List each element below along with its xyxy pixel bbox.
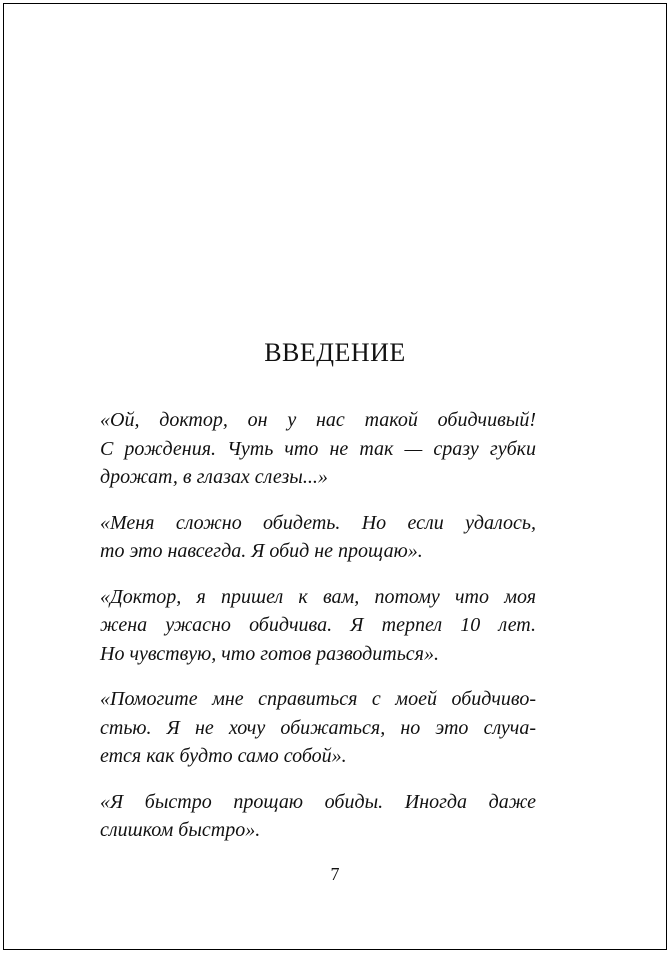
chapter-title: ВВЕДЕНИЕ <box>264 338 406 367</box>
text-line: дрожат, в глазах слезы...» <box>100 466 328 488</box>
page-number: 7 <box>330 864 340 884</box>
text-line: жена ужасно обидчива. Я терпел 10 лет. <box>100 614 536 636</box>
text-line: ется как будто само собой». <box>100 745 347 767</box>
quote-paragraph <box>100 583 536 669</box>
quote-paragraph <box>100 685 536 771</box>
text-line: Но чувствую, что готов разводиться». <box>100 642 439 665</box>
text-line: «Я быстро прощаю обиды. Иногда даже <box>100 790 536 813</box>
quote-paragraph <box>100 509 536 566</box>
text-line: «Меня сложно обидеть. Но если удалось, <box>100 511 536 534</box>
quote-paragraph <box>100 788 536 845</box>
text-line: «Ой, доктор, он у нас такой обидчивый! <box>100 409 536 431</box>
text-line: стью. Я не хочу обижаться, но это случа- <box>100 716 536 739</box>
quote-paragraph <box>100 406 536 492</box>
book-page <box>3 3 667 950</box>
chapter-body <box>100 406 536 862</box>
text-line: то это навсегда. Я обид не прощаю». <box>100 540 423 562</box>
text-line: слишком быстро». <box>100 819 261 841</box>
text-line: «Помогите мне справиться с моей обидчиво- <box>100 688 536 710</box>
text-line: «Доктор, я пришел к вам, потому что моя <box>100 585 536 608</box>
text-line: С рождения. Чуть что не так — сразу губки <box>100 437 536 460</box>
